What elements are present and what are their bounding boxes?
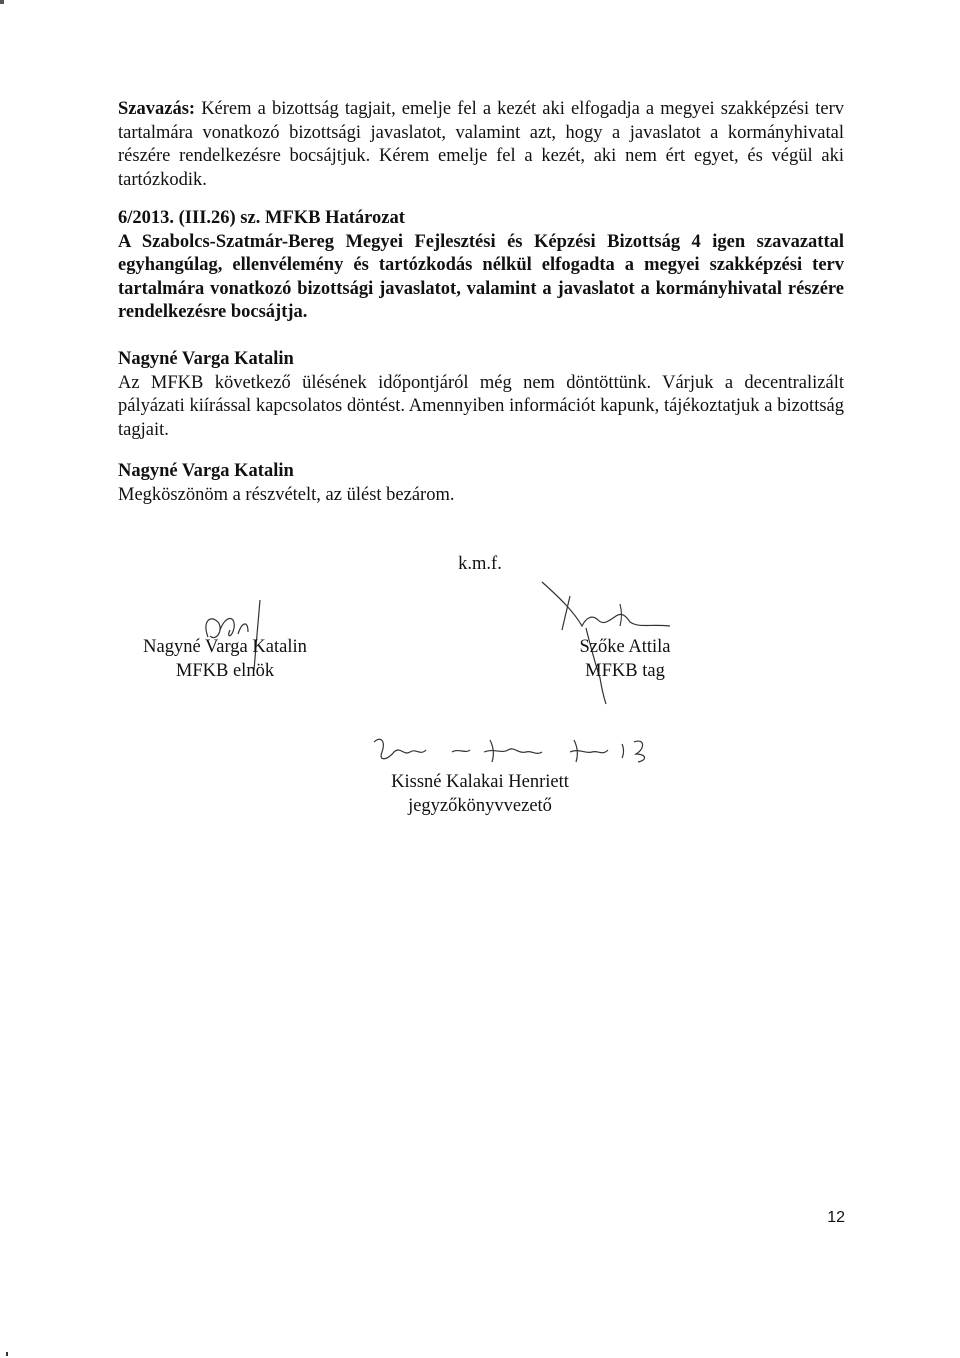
speech-text: Az MFKB következő ülésének időpontjáról még nem döntöttünk. Várjuk a decentralizált pályázati kiírással kapcsolatos döntést. Amennyiben információt kapunk, tájékoztatjuk a bizottság tagjait.	[118, 372, 844, 440]
signature-left	[110, 636, 340, 683]
resolution-number: 6/2013. (III.26) sz.	[118, 208, 261, 228]
scan-mark-bottom	[6, 1352, 8, 1356]
vote-label: Szavazás:	[118, 99, 196, 119]
signature-bottom-handwriting	[366, 730, 666, 774]
signature-left-name: Nagyné Varga Katalin	[143, 637, 307, 657]
vote-text: Kérem a bizottság tagjait, emelje fel a kezét aki elfogadja a megyei szakképzési terv tartalmára vonatkozó bizottsági javaslatot, valamint azt, hogy a javaslatot a kormányhivatal részére rendelkezésre bocsájtjuk. Kérem emelje fel a kezét, aki nem ért egyet, és végül aki tartózkodik.	[118, 99, 845, 190]
signature-right-role: MFKB tag	[585, 660, 665, 681]
resolution-heading	[118, 207, 844, 231]
speaker-name: Nagyné Varga Katalin	[118, 349, 294, 369]
scan-mark-top	[0, 0, 4, 4]
signature-bottom	[350, 771, 610, 818]
signature-right	[555, 636, 695, 683]
page-number: 12	[827, 1209, 845, 1226]
resolution-body: A Szabolcs-Szatmár-Bereg Megyei Fejlesztési és Képzési Bizottság 4 igen szavazattal egyhangúlag, ellenvélemény és tartózkodás nélkül elfogadta a megyei szakképzési terv tartalmára vonatkozó bizottsági javaslatot, valamint a javaslatot a kormányhivatal részére rendelkezésre bocsájtja.	[118, 231, 844, 322]
speaker-name: Nagyné Varga Katalin	[118, 461, 294, 481]
speech-block-1	[118, 348, 844, 442]
signature-bottom-role: jegyzőkönyvvezető	[408, 795, 552, 816]
signature-right-name: Szőke Attila	[579, 637, 671, 657]
speech-block-2	[118, 460, 844, 507]
vote-paragraph	[118, 98, 844, 192]
speech-text: Megköszönöm a részvételt, az ülést bezárom.	[118, 484, 455, 505]
signature-bottom-name: Kissné Kalakai Henriett	[391, 772, 569, 792]
kmf-label: k.m.f.	[458, 554, 502, 574]
resolution-block	[118, 207, 844, 325]
resolution-title: MFKB Határozat	[264, 208, 405, 228]
signature-left-role: MFKB elnök	[175, 660, 275, 681]
